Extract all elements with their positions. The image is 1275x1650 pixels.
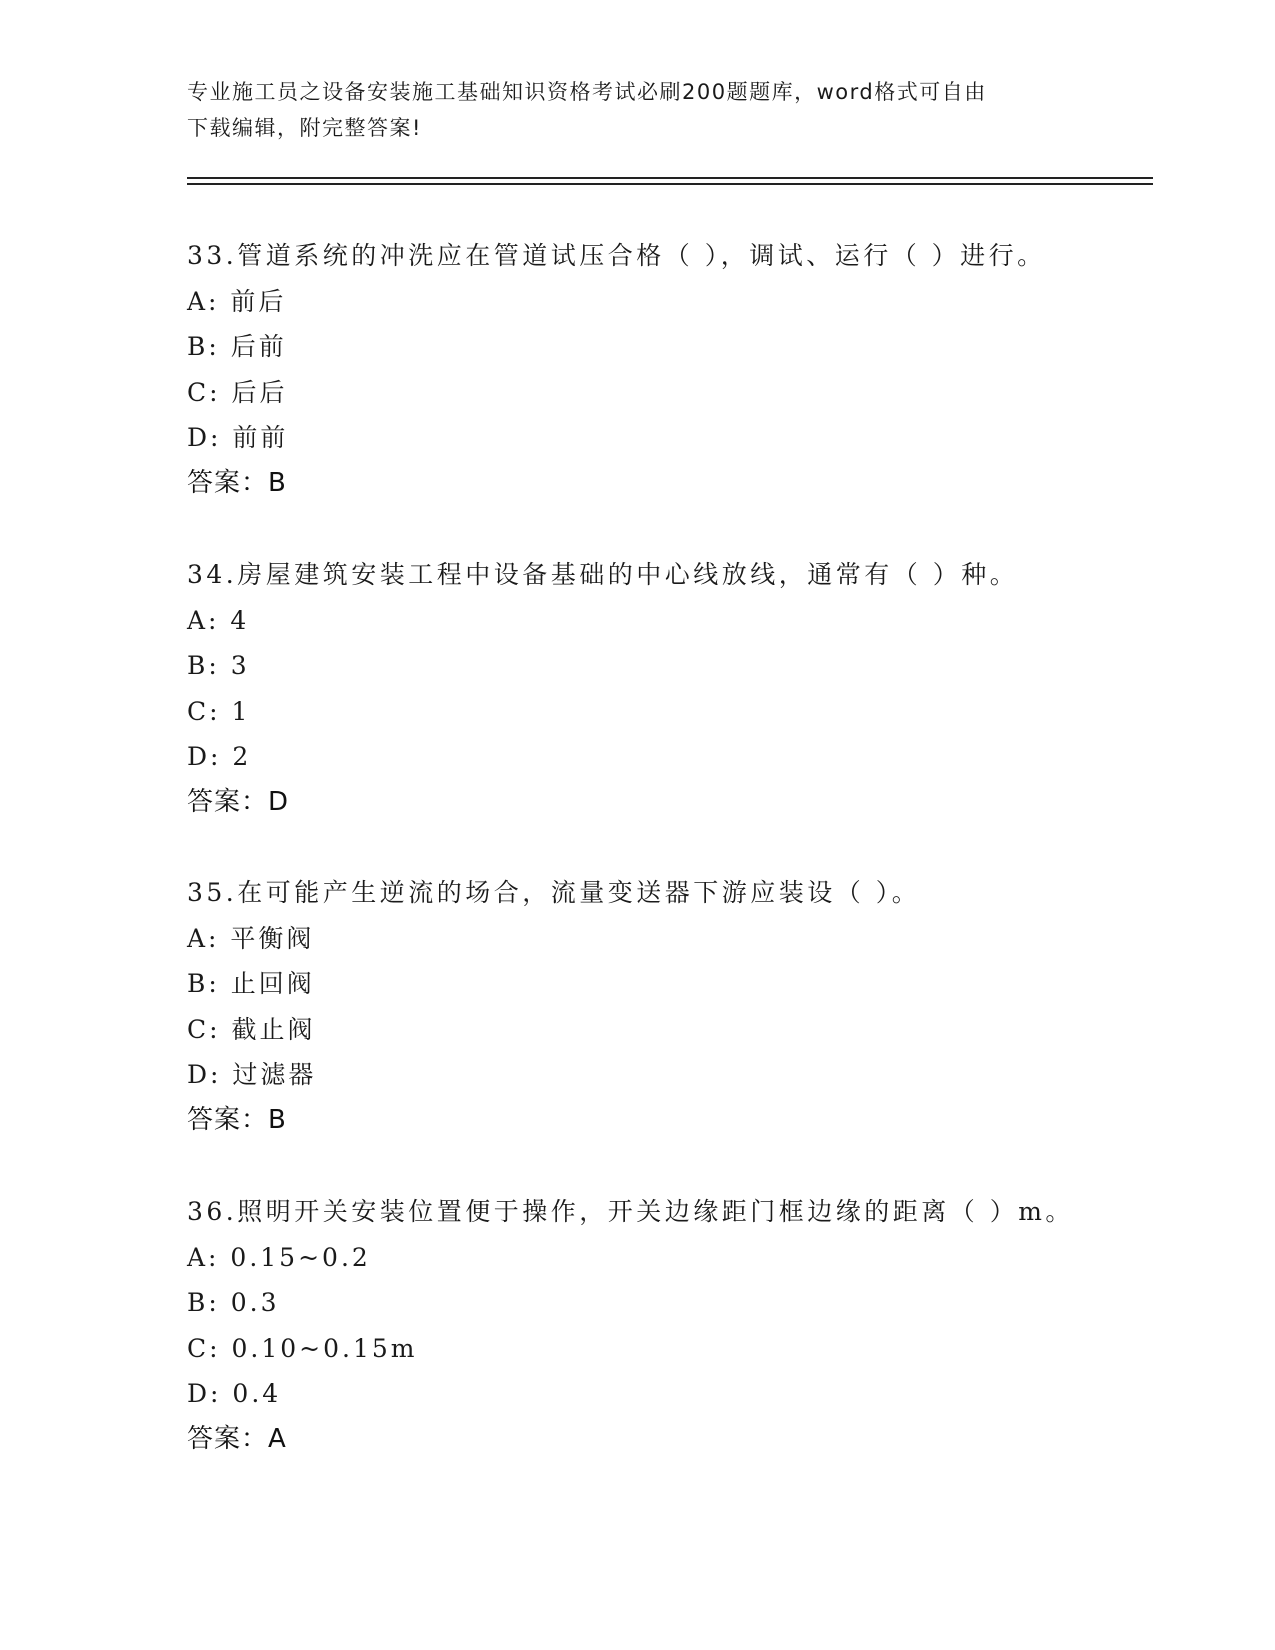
option-a: A: 平衡阀 <box>187 923 315 953</box>
header-line-2: 下载编辑，附完整答案! <box>187 116 422 140</box>
option-a: A: 0.15~0.2 <box>187 1242 371 1272</box>
option-c: C: 0.10~0.15m <box>187 1333 418 1363</box>
question-36 <box>187 1189 1147 1462</box>
option-b: B: 0.3 <box>187 1288 280 1317</box>
answer-line: 答案：B <box>187 1104 287 1135</box>
answer-line: 答案：B <box>187 467 287 498</box>
question-stem: 36.照明开关安装位置便于操作，开关边缘距门框边缘的距离（ ）m。 <box>187 1197 1074 1226</box>
header-divider-bottom <box>187 183 1153 185</box>
question-stem: 34.房屋建筑安装工程中设备基础的中心线放线，通常有（ ）种。 <box>187 560 1019 589</box>
question-stem: 33.管道系统的冲洗应在管道试压合格（ ），调试、运行（ ）进行。 <box>187 241 1046 270</box>
option-a: A: 前后 <box>187 286 287 316</box>
option-b: B: 3 <box>187 651 250 680</box>
option-b: B: 止回阀 <box>187 969 315 998</box>
question-34 <box>187 552 1147 825</box>
option-d: D: 前前 <box>187 423 289 452</box>
option-d: D: 0.4 <box>187 1379 282 1408</box>
option-c: C: 截止阀 <box>187 1014 316 1044</box>
option-d: D: 过滤器 <box>187 1060 317 1089</box>
option-a: A: 4 <box>187 605 250 635</box>
header-line-1: 专业施工员之设备安装施工基础知识资格考试必刷200题题库，word格式可自由 <box>187 80 987 104</box>
option-b: B: 后前 <box>187 332 287 361</box>
answer-line: 答案：D <box>187 786 290 817</box>
question-stem: 35.在可能产生逆流的场合，流量变送器下游应装设（ ）。 <box>187 878 921 907</box>
option-d: D: 2 <box>187 742 252 771</box>
option-c: C: 后后 <box>187 377 288 407</box>
header-divider-top <box>187 177 1153 179</box>
document-header <box>187 74 1067 146</box>
option-c: C: 1 <box>187 696 251 726</box>
question-35 <box>187 870 1147 1143</box>
answer-line: 答案：A <box>187 1423 287 1454</box>
question-33 <box>187 233 1147 506</box>
